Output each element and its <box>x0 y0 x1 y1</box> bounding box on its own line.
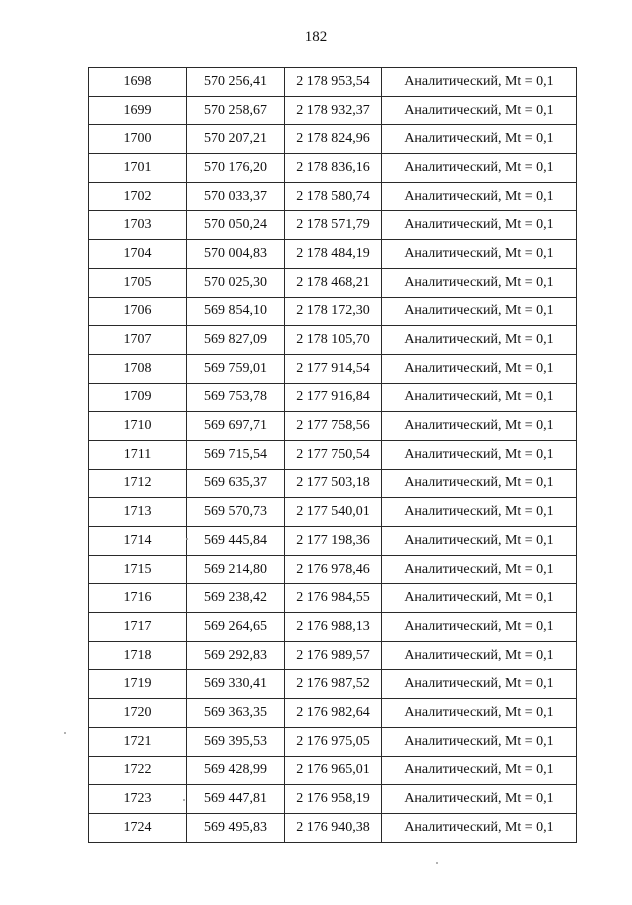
y-coordinate-cell: 2 176 989,57 <box>285 641 382 670</box>
method-cell: Аналитический, Mt = 0,1 <box>382 326 577 355</box>
y-coordinate-cell: 2 178 824,96 <box>285 125 382 154</box>
point-number-cell: 1709 <box>89 383 187 412</box>
method-cell: Аналитический, Mt = 0,1 <box>382 211 577 240</box>
table-row <box>89 125 577 154</box>
x-coordinate-cell: 569 428,99 <box>187 756 285 785</box>
x-coordinate-cell: 569 495,83 <box>187 813 285 842</box>
point-number-cell: 1714 <box>89 527 187 556</box>
x-coordinate-cell: 569 753,78 <box>187 383 285 412</box>
point-number-cell: 1701 <box>89 154 187 183</box>
point-number-cell: 1716 <box>89 584 187 613</box>
table-row <box>89 785 577 814</box>
method-cell: Аналитический, Mt = 0,1 <box>382 268 577 297</box>
method-cell: Аналитический, Mt = 0,1 <box>382 641 577 670</box>
method-cell: Аналитический, Mt = 0,1 <box>382 813 577 842</box>
table-row <box>89 641 577 670</box>
x-coordinate-cell: 569 570,73 <box>187 498 285 527</box>
method-cell: Аналитический, Mt = 0,1 <box>382 154 577 183</box>
x-coordinate-cell: 569 827,09 <box>187 326 285 355</box>
table-row <box>89 727 577 756</box>
table-row <box>89 498 577 527</box>
x-coordinate-cell: 570 025,30 <box>187 268 285 297</box>
point-number-cell: 1723 <box>89 785 187 814</box>
point-number-cell: 1704 <box>89 240 187 269</box>
y-coordinate-cell: 2 177 914,54 <box>285 354 382 383</box>
method-cell: Аналитический, Mt = 0,1 <box>382 182 577 211</box>
y-coordinate-cell: 2 176 987,52 <box>285 670 382 699</box>
scan-speck <box>436 862 438 864</box>
point-number-cell: 1698 <box>89 68 187 97</box>
point-number-cell: 1705 <box>89 268 187 297</box>
x-coordinate-cell: 569 447,81 <box>187 785 285 814</box>
point-number-cell: 1724 <box>89 813 187 842</box>
method-cell: Аналитический, Mt = 0,1 <box>382 670 577 699</box>
table-row <box>89 670 577 699</box>
x-coordinate-cell: 570 176,20 <box>187 154 285 183</box>
y-coordinate-cell: 2 178 932,37 <box>285 96 382 125</box>
method-cell: Аналитический, Mt = 0,1 <box>382 727 577 756</box>
y-coordinate-cell: 2 177 503,18 <box>285 469 382 498</box>
y-coordinate-cell: 2 178 580,74 <box>285 182 382 211</box>
table-row <box>89 584 577 613</box>
table-row <box>89 268 577 297</box>
x-coordinate-cell: 570 033,37 <box>187 182 285 211</box>
x-coordinate-cell: 569 238,42 <box>187 584 285 613</box>
table-row <box>89 154 577 183</box>
table-row <box>89 96 577 125</box>
coordinates-table-body <box>89 68 577 843</box>
y-coordinate-cell: 2 176 965,01 <box>285 756 382 785</box>
point-number-cell: 1712 <box>89 469 187 498</box>
coordinates-table <box>88 67 577 843</box>
y-coordinate-cell: 2 176 988,13 <box>285 613 382 642</box>
point-number-cell: 1721 <box>89 727 187 756</box>
method-cell: Аналитический, Mt = 0,1 <box>382 785 577 814</box>
method-cell: Аналитический, Mt = 0,1 <box>382 469 577 498</box>
x-coordinate-cell: 569 330,41 <box>187 670 285 699</box>
y-coordinate-cell: 2 178 484,19 <box>285 240 382 269</box>
y-coordinate-cell: 2 178 172,30 <box>285 297 382 326</box>
point-number-cell: 1720 <box>89 699 187 728</box>
y-coordinate-cell: 2 177 916,84 <box>285 383 382 412</box>
point-number-cell: 1719 <box>89 670 187 699</box>
method-cell: Аналитический, Mt = 0,1 <box>382 527 577 556</box>
table-row <box>89 182 577 211</box>
x-coordinate-cell: 570 004,83 <box>187 240 285 269</box>
point-number-cell: 1717 <box>89 613 187 642</box>
y-coordinate-cell: 2 178 836,16 <box>285 154 382 183</box>
method-cell: Аналитический, Mt = 0,1 <box>382 383 577 412</box>
method-cell: Аналитический, Mt = 0,1 <box>382 555 577 584</box>
table-row <box>89 68 577 97</box>
table-row <box>89 527 577 556</box>
y-coordinate-cell: 2 176 984,55 <box>285 584 382 613</box>
y-coordinate-cell: 2 177 750,54 <box>285 440 382 469</box>
table-row <box>89 756 577 785</box>
x-coordinate-cell: 569 854,10 <box>187 297 285 326</box>
table-row <box>89 383 577 412</box>
x-coordinate-cell: 569 264,65 <box>187 613 285 642</box>
scan-speck <box>186 538 188 540</box>
y-coordinate-cell: 2 176 940,38 <box>285 813 382 842</box>
method-cell: Аналитический, Mt = 0,1 <box>382 297 577 326</box>
x-coordinate-cell: 569 214,80 <box>187 555 285 584</box>
table-row <box>89 699 577 728</box>
x-coordinate-cell: 569 697,71 <box>187 412 285 441</box>
table-row <box>89 211 577 240</box>
table-row <box>89 326 577 355</box>
x-coordinate-cell: 569 635,37 <box>187 469 285 498</box>
y-coordinate-cell: 2 177 540,01 <box>285 498 382 527</box>
method-cell: Аналитический, Mt = 0,1 <box>382 240 577 269</box>
method-cell: Аналитический, Mt = 0,1 <box>382 125 577 154</box>
table-row <box>89 412 577 441</box>
y-coordinate-cell: 2 178 105,70 <box>285 326 382 355</box>
method-cell: Аналитический, Mt = 0,1 <box>382 96 577 125</box>
point-number-cell: 1708 <box>89 354 187 383</box>
table-row <box>89 555 577 584</box>
y-coordinate-cell: 2 177 198,36 <box>285 527 382 556</box>
x-coordinate-cell: 570 050,24 <box>187 211 285 240</box>
page-number: 182 <box>304 29 328 45</box>
table-row <box>89 813 577 842</box>
method-cell: Аналитический, Mt = 0,1 <box>382 68 577 97</box>
point-number-cell: 1703 <box>89 211 187 240</box>
point-number-cell: 1702 <box>89 182 187 211</box>
point-number-cell: 1707 <box>89 326 187 355</box>
point-number-cell: 1700 <box>89 125 187 154</box>
point-number-cell: 1722 <box>89 756 187 785</box>
y-coordinate-cell: 2 178 953,54 <box>285 68 382 97</box>
scan-speck <box>64 732 66 734</box>
point-number-cell: 1699 <box>89 96 187 125</box>
table-row <box>89 297 577 326</box>
x-coordinate-cell: 569 715,54 <box>187 440 285 469</box>
x-coordinate-cell: 570 207,21 <box>187 125 285 154</box>
method-cell: Аналитический, Mt = 0,1 <box>382 498 577 527</box>
x-coordinate-cell: 569 292,83 <box>187 641 285 670</box>
point-number-cell: 1711 <box>89 440 187 469</box>
method-cell: Аналитический, Mt = 0,1 <box>382 613 577 642</box>
point-number-cell: 1715 <box>89 555 187 584</box>
x-coordinate-cell: 570 256,41 <box>187 68 285 97</box>
point-number-cell: 1706 <box>89 297 187 326</box>
method-cell: Аналитический, Mt = 0,1 <box>382 412 577 441</box>
y-coordinate-cell: 2 176 958,19 <box>285 785 382 814</box>
table-row <box>89 240 577 269</box>
method-cell: Аналитический, Mt = 0,1 <box>382 584 577 613</box>
point-number-cell: 1713 <box>89 498 187 527</box>
x-coordinate-cell: 569 445,84 <box>187 527 285 556</box>
x-coordinate-cell: 569 395,53 <box>187 727 285 756</box>
y-coordinate-cell: 2 178 468,21 <box>285 268 382 297</box>
method-cell: Аналитический, Mt = 0,1 <box>382 354 577 383</box>
x-coordinate-cell: 569 363,35 <box>187 699 285 728</box>
method-cell: Аналитический, Mt = 0,1 <box>382 756 577 785</box>
x-coordinate-cell: 570 258,67 <box>187 96 285 125</box>
scan-speck <box>183 799 185 801</box>
method-cell: Аналитический, Mt = 0,1 <box>382 440 577 469</box>
point-number-cell: 1718 <box>89 641 187 670</box>
point-number-cell: 1710 <box>89 412 187 441</box>
table-row <box>89 354 577 383</box>
method-cell: Аналитический, Mt = 0,1 <box>382 699 577 728</box>
y-coordinate-cell: 2 176 982,64 <box>285 699 382 728</box>
table-row <box>89 469 577 498</box>
y-coordinate-cell: 2 176 975,05 <box>285 727 382 756</box>
table-row <box>89 613 577 642</box>
table-row <box>89 440 577 469</box>
x-coordinate-cell: 569 759,01 <box>187 354 285 383</box>
y-coordinate-cell: 2 177 758,56 <box>285 412 382 441</box>
y-coordinate-cell: 2 178 571,79 <box>285 211 382 240</box>
y-coordinate-cell: 2 176 978,46 <box>285 555 382 584</box>
